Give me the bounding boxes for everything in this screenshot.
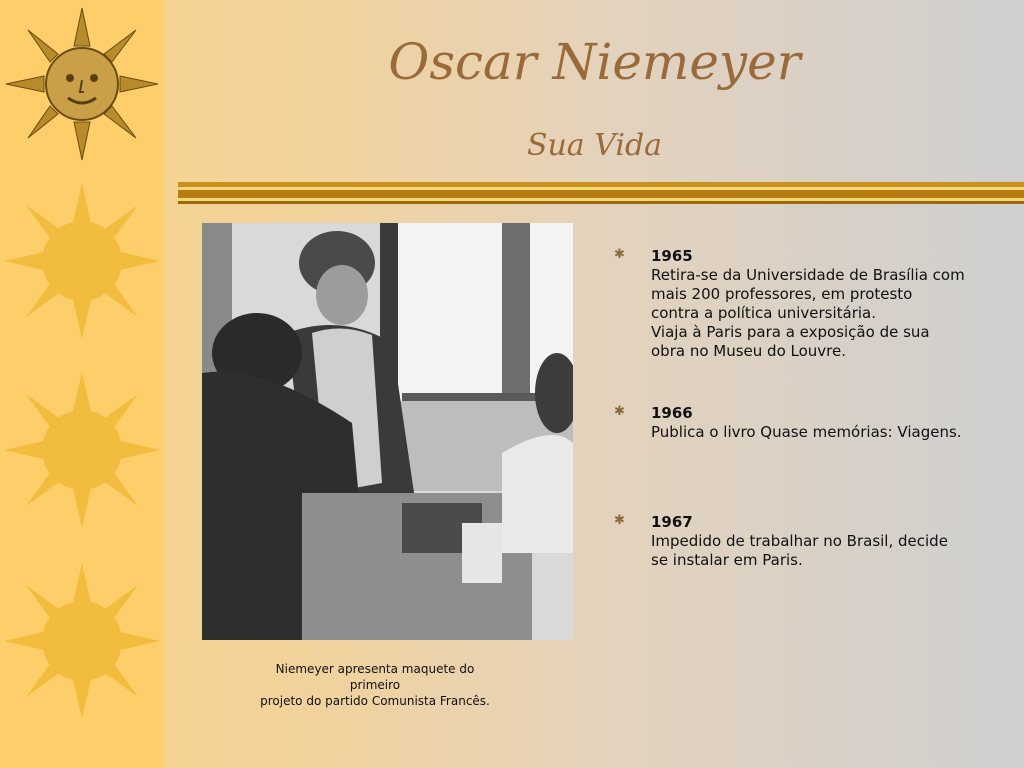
entry-text — [651, 513, 1016, 570]
entry-line: Viaja à Paris para a exposição de sua — [651, 323, 930, 341]
entry-text — [651, 404, 1016, 442]
entry-line: se instalar em Paris. — [651, 551, 803, 569]
entry-line: Publica o livro Quase memórias: Viagens. — [651, 423, 962, 441]
sun-icon — [4, 563, 160, 719]
entry-line: mais 200 professores, em protesto — [651, 285, 913, 303]
caption-line: Niemeyer apresenta maquete do — [275, 662, 475, 676]
slide-subtitle: Sua Vida — [526, 128, 663, 163]
niemeyer-photo — [202, 223, 573, 640]
entry-line: Impedido de trabalhar no Brasil, decide — [651, 532, 948, 550]
gold-divider — [178, 182, 1024, 204]
entry-year: 1967 — [651, 513, 693, 531]
entry-line: Retira-se da Universidade de Brasília com — [651, 266, 965, 284]
caption-line: projeto do partido Comunista Francês. — [260, 694, 490, 708]
entry-line: obra no Museu do Louvre. — [651, 342, 846, 360]
asterisk-bullet-icon: ✱ — [614, 513, 625, 528]
asterisk-bullet-icon: ✱ — [614, 404, 625, 419]
sun-icon — [4, 183, 160, 339]
entry-year: 1966 — [651, 404, 693, 422]
decorative-strip — [0, 0, 163, 768]
sun-face-icon — [4, 6, 160, 162]
entry-text — [651, 247, 1016, 361]
slide-title: Oscar Niemeyer — [388, 33, 801, 91]
asterisk-bullet-icon: ✱ — [614, 247, 625, 262]
entry-year: 1965 — [651, 247, 693, 265]
entry-line: contra a política universitária. — [651, 304, 876, 322]
sun-icon — [4, 372, 160, 528]
caption-line: primeiro — [349, 678, 401, 692]
photo-caption — [240, 661, 510, 709]
